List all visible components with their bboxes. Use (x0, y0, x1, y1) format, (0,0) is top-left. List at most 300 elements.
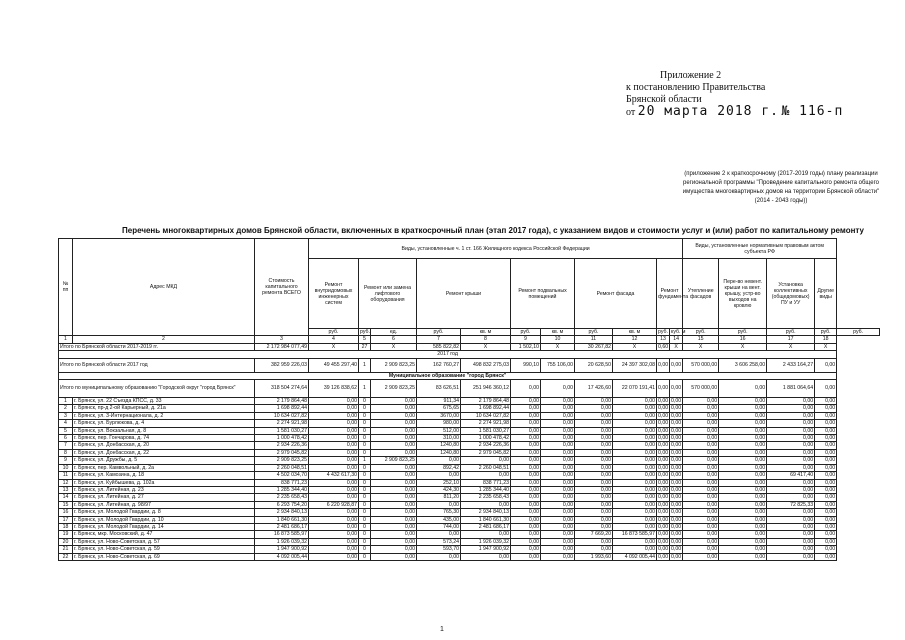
row-cell: 0,00 (719, 398, 767, 405)
row-cell: 0,00 (371, 531, 417, 538)
totals-all-cell: Х (815, 343, 837, 350)
row-cell: 0,00 (658, 523, 669, 530)
totals-all-cell: Х (541, 343, 575, 350)
row-cell: 1 698 892,44 (255, 405, 309, 412)
row-number: 13 (59, 486, 73, 493)
row-cell: 0 (359, 420, 371, 427)
row-cell: 0 (359, 546, 371, 553)
row-cell: 0,00 (309, 420, 359, 427)
row-cell: 0,00 (671, 442, 682, 449)
row-cell: 0,00 (815, 457, 837, 464)
row-cell: 0,00 (461, 531, 511, 538)
row-cell: 0,00 (371, 412, 417, 419)
row-cell: 0,00 (767, 479, 815, 486)
row-cell: 0,00 (815, 553, 837, 560)
row-number: 8 (59, 449, 73, 456)
table-row (59, 442, 880, 449)
totals-muni-cell: 0,00 (815, 380, 837, 398)
table-row (59, 479, 880, 486)
totals-all-cell: Х (371, 343, 417, 350)
totals-all-cell: Х (670, 343, 683, 350)
row-cell: 0,00 (613, 464, 657, 471)
row-cell: 593,70 (417, 546, 461, 553)
totals-2017-cell: 0,00 (815, 358, 837, 372)
colnum-cell: 9 (511, 336, 541, 343)
header-foundation: Ремонт фундамента (657, 259, 683, 329)
row-cell: 0,00 (767, 494, 815, 501)
row-cell: 0,00 (683, 531, 719, 538)
totals-2017-cell: 0,00 (670, 358, 683, 372)
row-cell: 0,00 (658, 449, 669, 456)
row-cell: 1 993,60 (575, 553, 613, 560)
row-cell: 0,00 (541, 412, 575, 419)
row-cell: 0,00 (309, 494, 359, 501)
row-cell: 0,00 (613, 546, 657, 553)
row-cell: 1 698 892,44 (461, 405, 511, 412)
row-cell: 0,00 (541, 486, 575, 493)
row-cell: 0,00 (309, 398, 359, 405)
totals-muni-cell: 17 426,60 (575, 380, 613, 398)
row-cell: 435,00 (417, 516, 461, 523)
row-cell: 0,00 (658, 472, 669, 479)
row-cell: 0,00 (719, 449, 767, 456)
row-cell: 0,00 (371, 479, 417, 486)
row-cell: 0,00 (613, 509, 657, 516)
totals-2017-cell: 162 760,27 (417, 358, 461, 372)
row-cell: 424,30 (417, 486, 461, 493)
totals-muni-cell: 1 (359, 380, 371, 398)
row-cell: 0,00 (671, 420, 682, 427)
row-cell: 0,00 (575, 427, 613, 434)
row-cell: 0,00 (541, 449, 575, 456)
row-cell: 0,00 (671, 486, 682, 493)
row-number: 7 (59, 442, 73, 449)
row-cell: 0,00 (309, 523, 359, 530)
row-cell: 0,00 (815, 523, 837, 530)
row-address: г. Брянск, ул. Бурлюкова, д. 4 (73, 420, 255, 427)
unit-cell: руб. (658, 329, 668, 335)
row-cell: 0,00 (683, 501, 719, 508)
row-cell: 0,00 (815, 501, 837, 508)
row-cell: 0,00 (683, 398, 719, 405)
row-cell: 0,00 (658, 435, 669, 442)
row-cell: 0,00 (371, 442, 417, 449)
totals-all-cell: Х (767, 343, 815, 350)
totals-2017-row (59, 358, 880, 372)
colnum-cell: 6 (371, 336, 417, 343)
row-cell: 0,00 (719, 464, 767, 471)
row-cell: 1 000 478,42 (461, 435, 511, 442)
colnum-cell: 12 (613, 336, 657, 343)
row-cell: 0,00 (613, 420, 657, 427)
row-cell: 0,00 (371, 398, 417, 405)
row-cell: 0,00 (541, 501, 575, 508)
row-cell: 0,00 (671, 472, 682, 479)
colnum-cell: 2 (73, 336, 255, 343)
row-address: г. Брянск, ул. Камозина, д. 18 (73, 472, 255, 479)
table-row (59, 412, 880, 419)
row-address: г. Брянск, ул. Молодой Гвардии, д. 10 (73, 516, 255, 523)
row-cell: 0,00 (613, 538, 657, 545)
totals-2017-cell: 990,10 (511, 358, 541, 372)
row-cell: 0,00 (683, 472, 719, 479)
totals-muni-cell: 570 000,00 (683, 380, 719, 398)
row-cell: 0,00 (815, 546, 837, 553)
row-cell: 2 260 048,51 (255, 464, 309, 471)
row-cell: 16 873 585,97 (255, 531, 309, 538)
totals-muni-cell: 0,00 (541, 380, 575, 398)
row-cell: 0,00 (719, 405, 767, 412)
row-cell: 0,00 (541, 509, 575, 516)
row-cell: 0,00 (371, 538, 417, 545)
row-cell: 0,00 (511, 464, 541, 471)
appendix-date: 20 марта 2018 г. (637, 104, 779, 119)
row-cell: 0,00 (575, 516, 613, 523)
row-cell: 0,00 (371, 546, 417, 553)
row-cell: 0,00 (683, 523, 719, 530)
row-cell: 0,00 (511, 509, 541, 516)
row-cell: 0 (359, 509, 371, 516)
row-number: 5 (59, 427, 73, 434)
row-cell: 0,00 (671, 405, 682, 412)
row-cell: 0,00 (767, 457, 815, 464)
appendix-date-prefix: от (626, 107, 636, 118)
appendix-line3: Брянской области (626, 94, 702, 105)
row-cell: 4 092 005,44 (613, 553, 657, 560)
row-cell: 0,00 (719, 538, 767, 545)
row-cell: 0,00 (309, 509, 359, 516)
row-cell: 0 (359, 553, 371, 560)
row-cell: 0,00 (613, 472, 657, 479)
row-number: 2 (59, 405, 73, 412)
totals-muni-label: Итого по муниципальному образованию "Городской округ "город Брянск" (59, 380, 255, 398)
row-cell: 0,00 (815, 516, 837, 523)
unit-cell: кв. м (461, 329, 511, 336)
colnum-cell: 11 (575, 336, 613, 343)
row-cell: 0,00 (613, 523, 657, 530)
municipality-label: Муниципальное образование "город Брянск" (59, 372, 837, 379)
row-address: г. Брянск, мкр. Московский, д. 47 (73, 531, 255, 538)
row-cell: 0,00 (575, 420, 613, 427)
row-cell: 1 947 900,92 (461, 546, 511, 553)
row-cell: 0,00 (575, 449, 613, 456)
row-cell: 0,00 (309, 486, 359, 493)
row-cell: 0 (359, 486, 371, 493)
row-cell: 0,00 (541, 523, 575, 530)
row-cell: 0,00 (767, 442, 815, 449)
row-cell: 0,00 (815, 449, 837, 456)
row-number: 9 (59, 457, 73, 464)
row-cell: 0,00 (613, 427, 657, 434)
row-cell: 0,00 (815, 435, 837, 442)
table-row (59, 501, 880, 508)
row-cell: 0,00 (815, 531, 837, 538)
row-cell: 0,00 (613, 494, 657, 501)
row-cell: 0,00 (671, 546, 682, 553)
row-cell: 0,00 (658, 501, 669, 508)
row-cell: 310,00 (417, 435, 461, 442)
table-row (59, 531, 880, 538)
totals-all-cell: Х (309, 343, 359, 350)
row-cell: 1 581 030,27 (255, 427, 309, 434)
row-cell: 0,00 (671, 435, 682, 442)
row-cell: 1 947 900,92 (255, 546, 309, 553)
row-cell: 2 481 686,17 (461, 523, 511, 530)
row-cell: 0,00 (719, 516, 767, 523)
unit-cell: кв. м (541, 329, 575, 336)
row-address: г. Брянск, пер. Камвольный, д. 2а (73, 464, 255, 471)
row-cell: 0,00 (575, 501, 613, 508)
colnum-cell: 18 (815, 336, 837, 343)
row-cell: 2 235 658,43 (461, 494, 511, 501)
row-cell: 1240,80 (417, 449, 461, 456)
row-address: г. Брянск, ул. Ново-Советская, д. 69 (73, 553, 255, 560)
row-cell: 0,00 (815, 464, 837, 471)
row-cell: 0 (359, 412, 371, 419)
row-cell: 0 (359, 427, 371, 434)
row-cell: 2 934 226,36 (461, 442, 511, 449)
row-cell: 2 179 864,48 (461, 398, 511, 405)
header-meters: Установка коллективных (общедомовых) ПУ и УУ (767, 259, 815, 329)
row-cell: 0,00 (671, 516, 682, 523)
row-cell: 0,00 (575, 486, 613, 493)
row-cell: 0,00 (719, 501, 767, 508)
row-cell: 0 (359, 523, 371, 530)
row-cell: 0,00 (683, 442, 719, 449)
row-number: 4 (59, 420, 73, 427)
colnum-cell: 17 (767, 336, 815, 343)
row-cell: 2 260 048,51 (461, 464, 511, 471)
row-cell: 0,00 (683, 427, 719, 434)
row-cell: 0,00 (719, 479, 767, 486)
totals-all-cell: Х (461, 343, 511, 350)
row-cell: 838 771,23 (255, 479, 309, 486)
row-address: г. Брянск, ул. Донбасская, д. 22 (73, 449, 255, 456)
unit-cell: руб. (683, 329, 719, 336)
header-group1: Виды, установленные ч. 1 ст. 166 Жилищного кодекса Российской Федерации (309, 239, 683, 259)
row-address: г. Брянск, ул. Ново-Советская, д. 59 (73, 546, 255, 553)
table-row (59, 494, 880, 501)
row-cell: 0,00 (613, 435, 657, 442)
row-cell: 0,00 (767, 523, 815, 530)
row-cell: 0,00 (658, 516, 669, 523)
row-number: 15 (59, 501, 73, 508)
totals-2017-cell: 24 397 302,08 (613, 358, 657, 372)
row-cell: 0,00 (815, 479, 837, 486)
row-cell: 0,00 (767, 449, 815, 456)
row-cell: 0,00 (613, 516, 657, 523)
row-cell: 980,00 (417, 420, 461, 427)
row-cell: 0,00 (671, 523, 682, 530)
row-cell: 2 909 823,25 (255, 457, 309, 464)
table-row (59, 405, 880, 412)
row-cell: 0,00 (815, 538, 837, 545)
row-number: 3 (59, 412, 73, 419)
row-cell: 0,00 (658, 531, 669, 538)
table-row (59, 457, 880, 464)
colnum-cell: 16 (719, 336, 767, 343)
row-cell: 0,00 (671, 509, 682, 516)
row-cell: 0,00 (511, 486, 541, 493)
row-address: г. Брянск, ул. Донбасская, д. 20 (73, 442, 255, 449)
row-cell: 0,00 (671, 553, 682, 560)
row-cell: 0,00 (575, 494, 613, 501)
row-number: 11 (59, 472, 73, 479)
row-cell: 0,00 (575, 442, 613, 449)
row-cell: 7 669,20 (575, 531, 613, 538)
row-cell: 0 (359, 472, 371, 479)
totals-2017-cell: 2 433 164,27 (767, 358, 815, 372)
row-cell: 1 926 039,32 (461, 538, 511, 545)
row-number: 22 (59, 553, 73, 560)
row-cell: 0 (359, 494, 371, 501)
row-cell: 0,00 (767, 546, 815, 553)
row-cell: 0,00 (309, 449, 359, 456)
row-cell: 2 909 823,25 (371, 457, 417, 464)
row-cell: 0,00 (309, 405, 359, 412)
row-cell: 1 840 661,30 (461, 516, 511, 523)
row-cell: 0,00 (461, 472, 511, 479)
row-cell: 0,00 (683, 449, 719, 456)
row-cell: 0 (359, 516, 371, 523)
row-cell: 0,00 (309, 412, 359, 419)
colnum-cell: 7 (417, 336, 461, 343)
row-address: г. Брянск, пер. Гончарова, д. 74 (73, 435, 255, 442)
row-cell: 0,00 (541, 398, 575, 405)
row-cell: 0,00 (371, 472, 417, 479)
table-row (59, 523, 880, 530)
row-cell: 6 220 928,87 (309, 501, 359, 508)
row-cell: 0 (359, 479, 371, 486)
row-cell: 0,00 (575, 457, 613, 464)
row-cell: 0,00 (541, 464, 575, 471)
row-cell: 16 873 585,97 (613, 531, 657, 538)
totals-all-cell: Х (719, 343, 767, 350)
row-cell: 0,00 (613, 457, 657, 464)
row-cell: 0,00 (767, 516, 815, 523)
row-cell: 1 000 478,42 (255, 435, 309, 442)
row-cell: 0,00 (511, 501, 541, 508)
row-cell: 0,00 (541, 494, 575, 501)
row-cell: 0,00 (417, 457, 461, 464)
row-cell: 0,00 (719, 457, 767, 464)
row-cell: 0,00 (719, 420, 767, 427)
row-cell: 0,00 (815, 398, 837, 405)
row-cell: 0,00 (309, 531, 359, 538)
row-cell: 0,00 (767, 398, 815, 405)
row-cell: 0,00 (658, 479, 669, 486)
header-roof: Ремонт крыши (417, 259, 511, 329)
colnum-cell: 1 (59, 336, 73, 343)
row-cell: 0,00 (309, 553, 359, 560)
row-cell: 1240,80 (417, 442, 461, 449)
row-cell: 0,00 (417, 553, 461, 560)
row-cell: 573,24 (417, 538, 461, 545)
row-cell: 0,00 (511, 405, 541, 412)
colnum-cell: 4 (309, 336, 359, 343)
row-cell: 0,00 (719, 427, 767, 434)
row-cell: 0,00 (658, 412, 669, 419)
row-cell: 0,00 (541, 516, 575, 523)
totals-2017-cell: 49 455 297,40 (309, 358, 359, 372)
row-number: 14 (59, 494, 73, 501)
row-cell: 0,00 (815, 420, 837, 427)
appendix-line1: Приложение 2 (660, 70, 722, 81)
row-number: 1 (59, 398, 73, 405)
row-cell: 10 634 027,82 (255, 412, 309, 419)
row-number: 21 (59, 546, 73, 553)
row-cell: 0,00 (658, 457, 669, 464)
row-cell: 0,00 (658, 442, 669, 449)
row-cell: 0,00 (511, 516, 541, 523)
row-cell: 0,00 (719, 509, 767, 516)
row-cell: 0,00 (671, 398, 682, 405)
row-cell: 0,00 (511, 538, 541, 545)
row-cell: 0,00 (613, 442, 657, 449)
row-cell: 838 771,23 (461, 479, 511, 486)
appendix-line4 (596, 106, 856, 119)
row-cell: 0 (359, 435, 371, 442)
row-cell: 1 581 030,27 (461, 427, 511, 434)
row-cell: 911,34 (417, 398, 461, 405)
table-row (59, 398, 880, 405)
row-cell: 0,00 (613, 486, 657, 493)
totals-all-cell: 2 172 984 077,49 (255, 343, 309, 350)
unit-cell: куб. м (671, 329, 686, 335)
table-row (59, 516, 880, 523)
row-cell: 0,00 (511, 442, 541, 449)
totals-muni-cell: 2 909 823,25 (371, 380, 417, 398)
row-cell: 0,00 (575, 435, 613, 442)
row-address: г. Брянск, ул. Молодой Гвардии, д. 14 (73, 523, 255, 530)
row-cell: 675,65 (417, 405, 461, 412)
row-cell: 0,00 (613, 405, 657, 412)
totals-all-cell: 585 822,82 (417, 343, 461, 350)
unit-cell: руб. (837, 329, 880, 336)
row-number: 16 (59, 509, 73, 516)
row-cell: 0 (359, 405, 371, 412)
row-cell: 0,00 (719, 435, 767, 442)
row-address: г. Брянск, ул. Литейная, д. 23 (73, 486, 255, 493)
table-body (59, 343, 880, 560)
header-facade: Ремонт фасада (575, 259, 657, 329)
row-cell: 2 235 658,43 (255, 494, 309, 501)
row-cell: 0,00 (371, 553, 417, 560)
row-cell: 0,00 (541, 479, 575, 486)
row-cell: 0,00 (417, 531, 461, 538)
header-address: Адрес МКД (73, 239, 255, 336)
row-cell: 0,00 (683, 435, 719, 442)
row-cell: 0,00 (541, 531, 575, 538)
unit-cell: руб. (767, 329, 815, 336)
row-cell: 0,00 (671, 538, 682, 545)
header-insulation: Утепление фасадов (683, 259, 719, 329)
row-cell: 0,00 (719, 412, 767, 419)
row-cell: 0,00 (683, 516, 719, 523)
row-cell: 0 (359, 501, 371, 508)
row-cell: 0,00 (683, 412, 719, 419)
row-cell: 0,00 (683, 538, 719, 545)
table-row (59, 464, 880, 471)
header-total-cost: Стоимость капитального ремонта ВСЕГО (255, 239, 309, 336)
row-cell: 0,00 (541, 546, 575, 553)
row-address: г. Брянск, ул. Литейная, д. 27 (73, 494, 255, 501)
row-cell: 0,00 (541, 472, 575, 479)
row-cell: 0,00 (417, 472, 461, 479)
row-cell: 1 926 039,32 (255, 538, 309, 545)
row-cell: 811,20 (417, 494, 461, 501)
row-cell: 6 293 754,20 (255, 501, 309, 508)
